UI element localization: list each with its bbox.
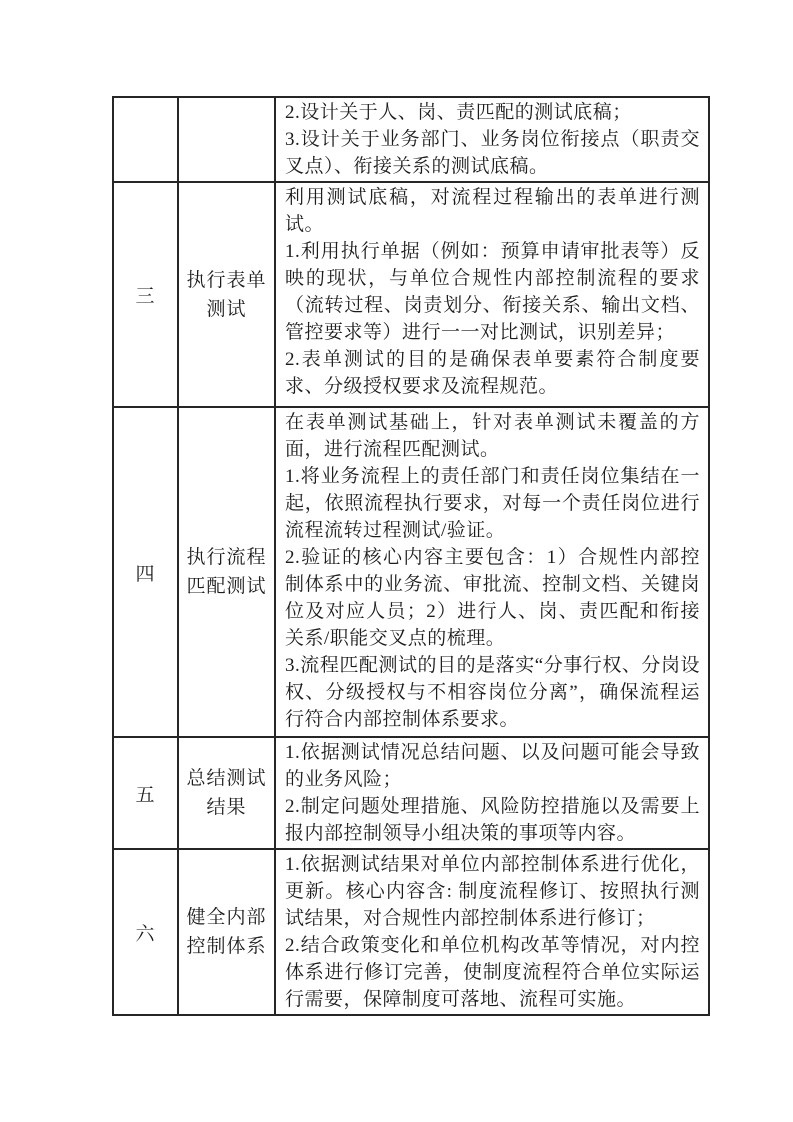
step-number-cell: 六 [113,849,178,1015]
content-paragraph: 1.将业务流程上的责任部门和责任岗位集结在一起，依照流程执行要求，对每一个责任岗位进行流程流转过程测试/验证。 [285,466,700,541]
step-title-cell [178,97,275,182]
content-paragraph: 在表单测试基础上，针对表单测试未覆盖的方面，进行流程匹配测试。 [285,412,700,460]
content-paragraph: 1.利用执行单据（例如：预算申请审批表等）反映的现状，与单位合规性内部控制流程的要求（流转过程、岗责划分、衔接关系、输出文档、管控要求等）进行一一对比测试，识别差异； [285,241,700,343]
table-row [113,849,709,1015]
content-paragraph: 1.依据测试结果对单位内部控制体系进行优化，更新。核心内容含: 制度流程修订、按照执行测试结果，对合规性内部控制体系进行修订； [285,854,700,929]
table-row [113,407,709,737]
content-paragraph: 2.设计关于人、岗、责匹配的测试底稿； [285,102,632,123]
step-title-cell: 执行表单测试 [178,182,275,407]
content-paragraph: 1.依据测试情况总结问题、以及问题可能会导致的业务风险； [285,742,700,790]
content-paragraph: 3.流程匹配测试的目的是落实“分事行权、分岗设权、分级授权与不相容岗位分离”，确保流程运行符合内部控制体系要求。 [285,655,700,730]
step-number-cell: 三 [113,182,178,407]
step-number-cell: 五 [113,737,178,849]
content-paragraph: 2.制定问题处理措施、风险防控措施以及需要上报内部控制领导小组决策的事项等内容。 [285,796,700,844]
content-paragraph: 2.结合政策变化和单位机构改革等情况，对内控体系进行修订完善，使制度流程符合单位实际运行需要，保障制度可落地、流程可实施。 [285,935,700,1010]
step-content-cell [275,407,709,737]
step-content-cell [275,737,709,849]
step-content-cell [275,849,709,1015]
content-paragraph: 利用测试底稿，对流程过程输出的表单进行测试。 [285,187,700,235]
step-content-cell [275,97,709,182]
table-row [113,97,709,182]
step-number-cell: 四 [113,407,178,737]
content-paragraph: 2.表单测试的目的是确保表单要素符合制度要求、分级授权要求及流程规范。 [285,349,700,397]
table-row [113,182,709,407]
content-paragraph: 2.验证的核心内容主要包含：1）合规性内部控制体系中的业务流、审批流、控制文档、关键岗位及对应人员；2）进行人、岗、责匹配和衔接关系/职能交叉点的梳理。 [285,547,700,649]
step-title-cell: 执行流程匹配测试 [178,407,275,737]
content-paragraph: 3.设计关于业务部门、业务岗位衔接点（职责交叉点）、衔接关系的测试底稿。 [285,129,700,177]
process-steps-table [112,96,710,1016]
table-row [113,737,709,849]
step-title-cell: 健全内部控制体系 [178,849,275,1015]
step-title-cell: 总结测试结果 [178,737,275,849]
step-number-cell [113,97,178,182]
step-content-cell [275,182,709,407]
